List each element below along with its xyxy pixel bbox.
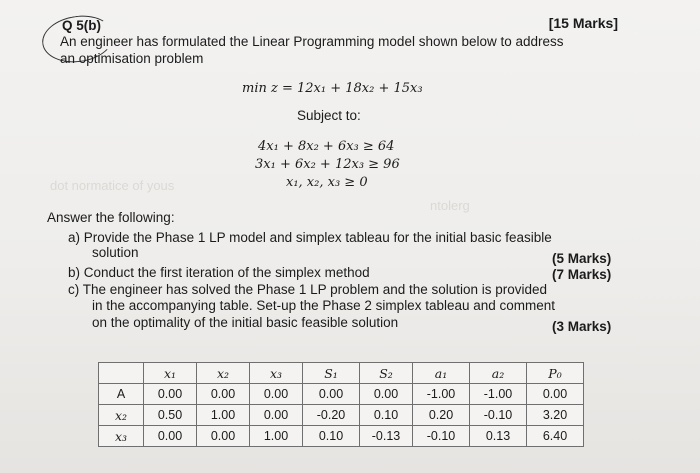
table-row — [99, 426, 584, 447]
row-label: A — [99, 384, 144, 405]
table-cell: 0.00 — [144, 384, 197, 405]
table-cell: 0.10 — [303, 426, 360, 447]
intro-line-1: An engineer has formulated the Linear Programming model shown below to address — [60, 34, 564, 49]
part-c-line-2: in the accompanying table. Set-up the Phase 2 simplex tableau and comment — [92, 298, 556, 313]
part-b-line-1: b) Conduct the first iteration of the simplex method — [68, 265, 370, 280]
table-cell: 0.50 — [144, 405, 197, 426]
header-cell: x₁ — [144, 363, 197, 384]
part-c-line-1: c) The engineer has solved the Phase 1 LP problem and the solution is provided — [68, 282, 548, 297]
part-a-marks: (5 Marks) — [552, 251, 612, 266]
table-cell: 3.20 — [527, 405, 584, 426]
constraint-1: 4x₁ + 8x₂ + 6x₃ ≥ 64 — [258, 139, 395, 154]
table-cell: 0.00 — [250, 384, 303, 405]
table-cell: 6.40 — [527, 426, 584, 447]
table-cell: 0.00 — [527, 384, 584, 405]
header-cell: a₂ — [470, 363, 527, 384]
constraint-2: 3x₁ + 6x₂ + 12x₃ ≥ 96 — [255, 157, 400, 172]
part-a-line-2: solution — [92, 245, 139, 260]
header-cell: x₃ — [250, 363, 303, 384]
header-cell: S₁ — [303, 363, 360, 384]
table-cell: 0.13 — [470, 426, 527, 447]
header-cell: x₂ — [197, 363, 250, 384]
table-cell: 1.00 — [197, 405, 250, 426]
subject-to-label: Subject to: — [297, 108, 361, 123]
table-cell: -0.20 — [303, 405, 360, 426]
table-cell: 0.00 — [360, 384, 413, 405]
question-total-marks: [15 Marks] — [548, 15, 618, 31]
table-cell: 0.00 — [197, 384, 250, 405]
header-cell — [99, 363, 144, 384]
table-cell: -1.00 — [413, 384, 470, 405]
row-label: x₃ — [99, 426, 144, 447]
table-row — [99, 405, 584, 426]
table-cell: 0.10 — [360, 405, 413, 426]
part-b-marks: (7 Marks) — [552, 267, 612, 282]
header-cell: a₁ — [413, 363, 470, 384]
table-row — [99, 384, 584, 405]
part-c-marks: (3 Marks) — [552, 319, 612, 334]
intro-line-2: an optimisation problem — [60, 51, 204, 66]
table-header-row — [99, 363, 584, 384]
table-cell: -0.13 — [360, 426, 413, 447]
header-cell: S₂ — [360, 363, 413, 384]
table-cell: -1.00 — [470, 384, 527, 405]
objective-function: min z = 12x₁ + 18x₂ + 15x₃ — [242, 81, 423, 96]
part-c-line-3: on the optimality of the initial basic feasible solution — [92, 315, 399, 330]
table-cell: 0.00 — [250, 405, 303, 426]
show-through-text: dot normatice of yous — [50, 178, 175, 193]
question-label: Q 5(b) — [62, 18, 101, 33]
table-cell: 0.00 — [144, 426, 197, 447]
table-cell: -0.10 — [470, 405, 527, 426]
answer-heading: Answer the following: — [47, 210, 175, 225]
table-cell: 0.00 — [303, 384, 360, 405]
header-cell: P₀ — [527, 363, 584, 384]
phase1-solution-table — [98, 362, 584, 447]
show-through-text: ntolerg — [430, 198, 470, 213]
row-label: x₂ — [99, 405, 144, 426]
part-a-line-1: a) Provide the Phase 1 LP model and simplex tableau for the initial basic feasible — [68, 230, 552, 245]
table-cell: 1.00 — [250, 426, 303, 447]
table-cell: 0.00 — [197, 426, 250, 447]
non-negativity-constraint: x₁, x₂, x₃ ≥ 0 — [286, 175, 368, 190]
table-cell: -0.10 — [413, 426, 470, 447]
table-cell: 0.20 — [413, 405, 470, 426]
